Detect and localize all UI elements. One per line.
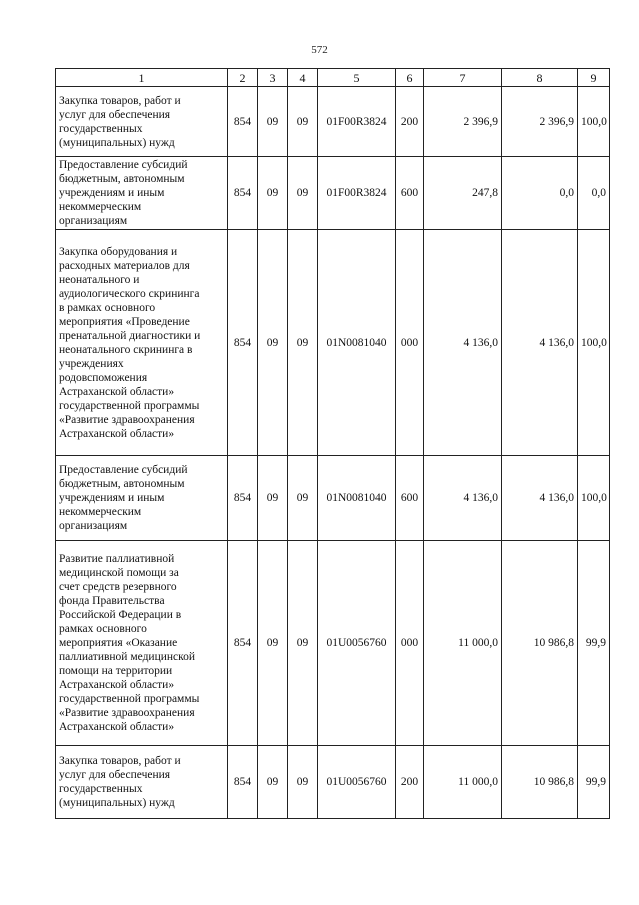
- row-name-cell: [56, 456, 228, 541]
- row-name-line: Астраханской области»: [59, 721, 175, 733]
- cell-col5: 01U0056760: [318, 746, 396, 819]
- cell-col4: 09: [288, 541, 318, 746]
- cell-col6: 200: [396, 87, 424, 157]
- row-name-line: Предоставление субсидий: [59, 159, 188, 171]
- table-row: [56, 230, 610, 456]
- row-name-line: фонда Правительства: [59, 595, 165, 607]
- row-name-line: бюджетным, автономным: [59, 173, 185, 185]
- cell-col7: 4 136,0: [424, 230, 502, 456]
- row-name-cell: [56, 157, 228, 230]
- header-cell: 5: [318, 69, 396, 87]
- cell-col5: 01N0081040: [318, 230, 396, 456]
- header-cell: 7: [424, 69, 502, 87]
- row-name-line: государственной программы: [59, 399, 200, 412]
- header-row: [56, 69, 610, 87]
- row-name-line: «Развитие здравоохранения: [59, 707, 195, 719]
- cell-col3: 09: [258, 157, 288, 230]
- row-name-line: государственной программы: [59, 693, 200, 705]
- cell-col6: 200: [396, 746, 424, 819]
- row-name-line: пренатальной диагностики и: [59, 329, 201, 342]
- row-name-cell: [56, 230, 228, 456]
- budget-table: [55, 68, 610, 819]
- cell-col8: 4 136,0: [502, 230, 578, 456]
- cell-col6: 600: [396, 456, 424, 541]
- cell-col5: 01F00R3824: [318, 87, 396, 157]
- row-name-line: аудиологического скрининга: [59, 287, 200, 300]
- row-name-line: паллиативной медицинской: [59, 651, 196, 663]
- table-row: [56, 456, 610, 541]
- cell-col9: 0,0: [578, 157, 610, 230]
- row-name-line: услуг для обеспечения: [59, 769, 171, 781]
- row-name-line: Развитие паллиативной: [59, 553, 175, 565]
- row-name-line: «Развитие здравоохранения: [59, 413, 195, 426]
- cell-col7: 247,8: [424, 157, 502, 230]
- header-cell: 3: [258, 69, 288, 87]
- row-name-cell: [56, 87, 228, 157]
- row-name-line: Предоставление субсидий: [59, 464, 188, 476]
- row-name-line: некоммерческим: [59, 201, 142, 213]
- cell-col4: 09: [288, 157, 318, 230]
- cell-col7: 11 000,0: [424, 541, 502, 746]
- cell-col6: 600: [396, 157, 424, 230]
- row-name-line: учреждениям и иным: [59, 492, 165, 504]
- cell-col8: 4 136,0: [502, 456, 578, 541]
- table-row: [56, 87, 610, 157]
- cell-col9: 99,9: [578, 746, 610, 819]
- cell-col2: 854: [228, 157, 258, 230]
- cell-col7: 11 000,0: [424, 746, 502, 819]
- table-row: [56, 746, 610, 819]
- header-cell: 8: [502, 69, 578, 87]
- cell-col9: 99,9: [578, 541, 610, 746]
- cell-col3: 09: [258, 746, 288, 819]
- row-name-line: расходных материалов для: [59, 259, 190, 272]
- cell-col7: 4 136,0: [424, 456, 502, 541]
- row-name-line: Закупка товаров, работ и: [59, 94, 181, 107]
- row-name-line: государственных: [59, 122, 143, 135]
- row-name-line: учреждениям и иным: [59, 187, 165, 199]
- table-row: [56, 541, 610, 746]
- row-name-line: Астраханской области»: [59, 385, 175, 398]
- cell-col4: 09: [288, 456, 318, 541]
- row-name-line: в рамках основного: [59, 301, 156, 314]
- cell-col4: 09: [288, 87, 318, 157]
- cell-col8: 0,0: [502, 157, 578, 230]
- cell-col8: 10 986,8: [502, 541, 578, 746]
- cell-col3: 09: [258, 230, 288, 456]
- row-name-line: счет средств резервного: [59, 581, 177, 593]
- cell-col2: 854: [228, 87, 258, 157]
- header-cell: 2: [228, 69, 258, 87]
- header-cell: 4: [288, 69, 318, 87]
- cell-col6: 000: [396, 230, 424, 456]
- cell-col2: 854: [228, 746, 258, 819]
- row-name-line: Закупка товаров, работ и: [59, 755, 181, 767]
- cell-col8: 10 986,8: [502, 746, 578, 819]
- header-cell: 6: [396, 69, 424, 87]
- row-name-line: организациям: [59, 215, 128, 227]
- cell-col2: 854: [228, 456, 258, 541]
- table-body: [56, 87, 610, 819]
- row-name-line: Закупка оборудования и: [59, 245, 178, 258]
- row-name-line: медицинской помощи за: [59, 567, 179, 579]
- row-name-line: некоммерческим: [59, 506, 142, 518]
- cell-col3: 09: [258, 87, 288, 157]
- cell-col3: 09: [258, 456, 288, 541]
- cell-col5: 01U0056760: [318, 541, 396, 746]
- row-name-line: услуг для обеспечения: [59, 108, 171, 121]
- row-name-line: родовспоможения: [59, 371, 148, 384]
- cell-col5: 01N0081040: [318, 456, 396, 541]
- cell-col4: 09: [288, 746, 318, 819]
- header-cell: 9: [578, 69, 610, 87]
- row-name-line: неонатального скрининга в: [59, 343, 193, 356]
- cell-col7: 2 396,9: [424, 87, 502, 157]
- row-name-line: бюджетным, автономным: [59, 478, 185, 490]
- cell-col3: 09: [258, 541, 288, 746]
- row-name-line: рамках основного: [59, 623, 147, 635]
- row-name-line: учреждениях: [59, 357, 124, 370]
- cell-col9: 100,0: [578, 456, 610, 541]
- cell-col2: 854: [228, 541, 258, 746]
- cell-col9: 100,0: [578, 87, 610, 157]
- row-name-line: (муниципальных) нужд: [59, 797, 175, 809]
- cell-col2: 854: [228, 230, 258, 456]
- row-name-line: Российской Федерации в: [59, 609, 182, 621]
- cell-col8: 2 396,9: [502, 87, 578, 157]
- table-row: [56, 157, 610, 230]
- row-name-line: Астраханской области»: [59, 427, 175, 440]
- row-name-line: мероприятия «Проведение: [59, 315, 190, 328]
- row-name-cell: [56, 541, 228, 746]
- row-name-line: государственных: [59, 783, 143, 795]
- cell-col5: 01F00R3824: [318, 157, 396, 230]
- cell-col4: 09: [288, 230, 318, 456]
- row-name-line: организациям: [59, 520, 128, 532]
- page-number: 572: [311, 44, 328, 56]
- cell-col9: 100,0: [578, 230, 610, 456]
- cell-col6: 000: [396, 541, 424, 746]
- row-name-line: неонатального и: [59, 273, 140, 286]
- row-name-line: Астраханской области»: [59, 679, 175, 691]
- row-name-line: помощи на территории: [59, 665, 173, 677]
- row-name-cell: [56, 746, 228, 819]
- header-cell: 1: [56, 69, 228, 87]
- row-name-line: (муниципальных) нужд: [59, 136, 175, 149]
- row-name-line: мероприятия «Оказание: [59, 637, 178, 649]
